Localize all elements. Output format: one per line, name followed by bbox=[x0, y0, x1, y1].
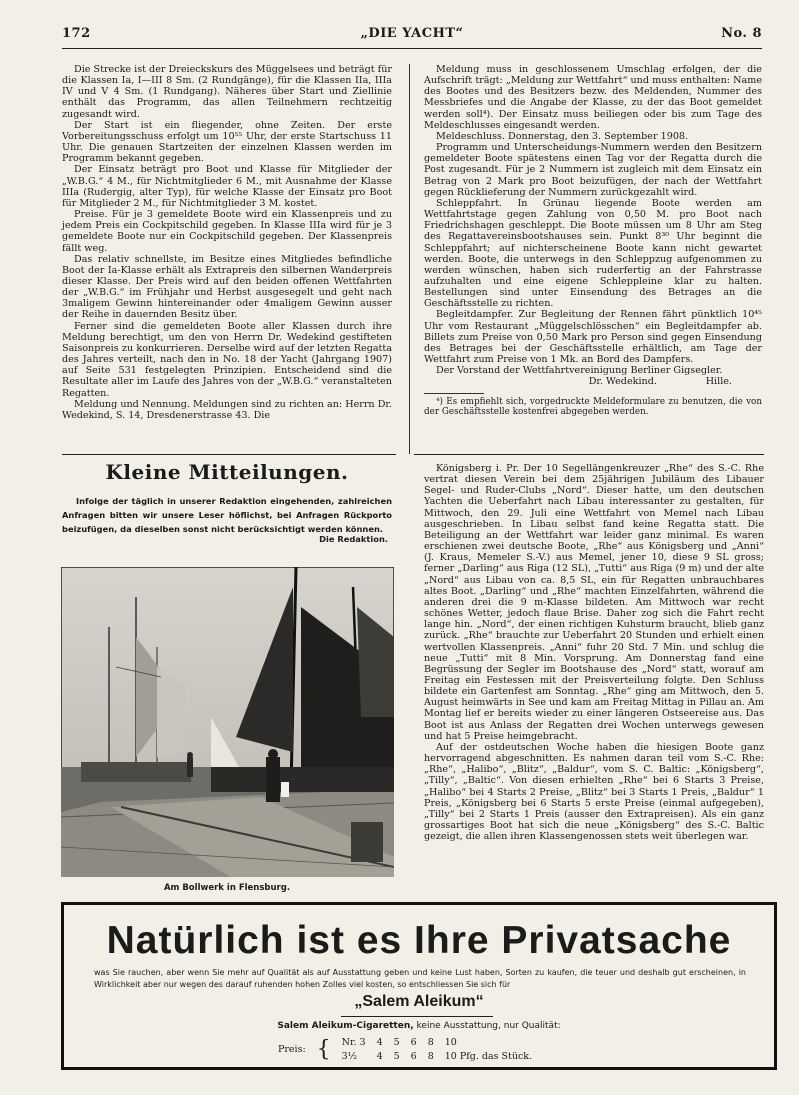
editorial-note: Infolge der täglich in unserer Redaktion eingehenden, zahlreichen Anfragen bitten wir unsere Leser höflichst, bei Anfragen Rückporto beizufügen, da dieselben sonst nicht berücksichtigt werden können. bbox=[62, 496, 392, 534]
paragraph-meldeschluss: Meldeschluss. Donnerstag, den 3. September 1908. bbox=[436, 130, 689, 142]
paragraph-schleppfahrt: Schleppfahrt. In Grünau liegende Boote werden am Wettfahrtstage gegen Zahlung von 0,50 M. pro Boot nach Friedrichshagen geschleppt. Die Boote müssen um 8 Uhr am Steg des Regattavereinsbootshauses sein. Punkt 8³⁰ Uhr beginnt die Schleppfahrt; auf nichterscheinene Boote kann nicht gewartet werden. Boote, die unterwegs in den Schleppzug aufgenommen zu werden wünschen, haben sich ruderfertig an der Fahrstrasse aufzuhalten und eine eigene Schleppleine klar zu halten. Bestellungen sind unter Einsendung des Betrages an die Geschäftsstelle zu richten. bbox=[424, 197, 762, 310]
magazine-title: „DIE YACHT“ bbox=[360, 26, 464, 41]
price-cell: 8 bbox=[427, 1051, 434, 1062]
brace-glyph: { bbox=[316, 1037, 331, 1062]
paragraph-strecke: Die Strecke ist der Dreieckskurs des Müggelsees und beträgt für die Klassen Ia, I—III 8 Sm. (2 Rundgänge), für die Klassen IIa, IIIa IV und V 4 Sm. (1 Rundgang). Näheres über Start und Ziellinie enthält das Programm, das allen Teilnehmern rechtzeitig zugesandt wird. bbox=[62, 64, 392, 120]
paragraph-preise: Preise. Für je 3 gemeldete Boote wird ein Klassenpreis und zu jedem Preis ein Cockpitschild gegeben. In Klasse IIIa wird für je 3 gemeldete Boote nur ein Cockpitschild gegeben. Der Klassenpreis fällt weg. bbox=[62, 209, 392, 254]
price-cell: 8 bbox=[427, 1037, 434, 1048]
signatures bbox=[424, 376, 762, 387]
issue-number: No. 8 bbox=[721, 26, 762, 41]
signature-wedekind: Dr. Wedekind. bbox=[588, 376, 657, 388]
section-separator-left bbox=[62, 454, 396, 455]
paragraph-saisonpreis: Ferner sind die gemeldeten Boote aller Klassen durch ihre Meldung berechtigt, um den von Herrn Dr. Wedekind gestifteten Saisonpreis zu konkurrieren. Derselbe wird auf der letzten Regatta des Jahres verteilt, nach den in No. 18 der Yacht (Jahrgang 1907) auf Seite 531 festgelegten Prinzipien. Entscheidend sind die Resultate aller im Laufe des Jahres von der „W.B.G.“ veranstalteten Regatten. bbox=[62, 320, 392, 399]
section-separator-right bbox=[414, 454, 764, 455]
header-rule bbox=[62, 48, 762, 49]
ad-rule bbox=[341, 1016, 493, 1017]
price-table bbox=[276, 1035, 543, 1065]
left-column bbox=[62, 64, 392, 421]
ad-brand: „Salem Aleikum“ bbox=[354, 993, 484, 1010]
paragraph-programm: Programm und Unterscheidungs-Nummern werden den Besitzern gemeldeter Boote spätestens einen Tag vor der Regatta durch die Post zugesandt. Für je 2 Nummern ist zugleich mit dem Einsatz ein Betrag von 2 Mark pro Boot beizufügen, der nach der Wettfahrt gegen Rücklieferung der Nummern zurückgezahlt wird. bbox=[424, 142, 762, 198]
price-label: Preis: bbox=[278, 1044, 306, 1055]
paragraph-ostdeutsche-woche: Auf der ostdeutschen Woche haben die hiesigen Boote ganz hervorragend abgeschnitten. Es nahmen daran teil vom S.-C. Rhe: „Rhe“, „Halibo“, „Blitz“, „Baldur“, vom S. C. Baltic: „Königsberg“, „Tilly“, „Baltic“. Von diesen erhielten „Rhe“ bei 6 Starts 3 Preise, „Halibo“ bei 4 Starts 2 Preise, „Blitz“ bei 3 Starts 1 Preis, „Baldur“ 1 Preis, „Königsberg bei 6 Starts 5 erste Preise (einmal aufgegeben), „Tilly“ bei 2 Starts 1 Preis (ausser den Extrapreisen). Als ein ganz grossartiges Boot hat sich die neue „Königsberg“ des S.-C. Baltic gezeigt, die allen ihren Klassengenossen stets weit überlegen war. bbox=[424, 741, 764, 843]
signature-hille: Hille. bbox=[705, 376, 732, 388]
price-cell: 4 bbox=[376, 1051, 383, 1062]
ad-body: was Sie rauchen, aber wenn Sie mehr auf Qualität als auf Ausstattung geben und keine Lust haben, Sorten zu kaufen, die teuer und deshalb gut erscheinen, in Wirklichkeit aber nur wegen des darauf ruhenden hohen Zolles viel kosten, so entschliessen Sie sich für bbox=[94, 968, 746, 989]
ad-product-line bbox=[64, 1021, 774, 1031]
price-cell: 3½ bbox=[341, 1051, 357, 1062]
price-cell: 6 bbox=[410, 1051, 417, 1062]
price-cell: Nr. 3 bbox=[341, 1037, 366, 1048]
paragraph-vorstand: Der Vorstand der Wettfahrtvereinigung Berliner Gigsegler. bbox=[436, 365, 723, 377]
paragraph-start: Der Start ist ein fliegender, ohne Zeiten. Der erste Vorbereitungsschuss erfolgt um 10⁵⁵ Uhr, der erste Startschuss 11 Uhr. Die genauen Startzeiten der einzelnen Klassen werden im Programm bekannt gegeben. bbox=[62, 119, 392, 165]
page-number: 172 bbox=[62, 26, 91, 41]
price-row-numbers bbox=[278, 1037, 541, 1049]
price-cell: 4 bbox=[376, 1037, 383, 1048]
advertisement-salem-aleikum bbox=[61, 902, 777, 1070]
column-divider bbox=[409, 64, 410, 454]
photo-caption: Am Bollwerk in Flensburg. bbox=[163, 883, 291, 893]
koenigsberg-column bbox=[424, 463, 764, 842]
price-cell: 5 bbox=[393, 1037, 400, 1048]
price-cell: 5 bbox=[393, 1051, 400, 1062]
kleine-mitteilungen-heading: Kleine Mitteilungen. bbox=[105, 460, 349, 484]
price-cell: 10 Pfg. das Stück. bbox=[444, 1051, 533, 1062]
ad-headline: Natürlich ist es Ihre Privatsache bbox=[106, 919, 732, 962]
price-cell: 6 bbox=[410, 1037, 417, 1048]
paragraph-meldung-cont: Meldung muss in geschlossenem Umschlag erfolgen, der die Aufschrift trägt: „Meldung zur Wettfahrt“ und muss enthalten: Name des Bootes und des Besitzers bezw. des Meldenden, Nummer des Messbriefes und die Angabe der Klasse, zu der das Boot gemeldet werden soll⁴). Der Einsatz muss beiliegen oder bis zum Tage des Meldeschlusses eingesandt werden. bbox=[424, 64, 762, 131]
footnote: ⁴) Es empfiehlt sich, vorgedruckte Meldeformulare zu benutzen, die von der Geschäftsstelle kostenfrei abgegeben werden. bbox=[424, 396, 762, 418]
page-header bbox=[62, 26, 762, 44]
paragraph-koenigsberg: Königsberg i. Pr. Der 10 Segellängenkreuzer „Rhe“ des S.-C. Rhe vertrat diesen Verein bei dem 25jährigen Jubiläum des Libauer Segel- und Ruder-Clubs „Nord“. Dieser hatte, um den deutschen Yachten die Ueberfahrt nach Libau interessanter zu gestalten, für Mittwoch, den 29. Juli eine Wettfahrt von Memel nach Libau ausgeschrieben. In Libau selbst fand keine Regatta statt. Die Beteiligung an der Wettfahrt war leider ganz minimal. Es waren erschienen zwei deutsche Boote, „Rhe“ aus Königsberg und „Anni“ (J. Kraus, Memeler S.-V.) aus Memel, jener 10, diese 9 SL gross; ferner „Darling“ aus Riga (12 SL), „Tutti“ aus Riga (9 m) und der alte „Nord“ aus Libau von ca. 8,5 SL, ein für Regatten unbrauchbares altes Boot. „Darling“ und „Rhe“ machten Einzelfahrten, während die anderen drei die 9 m-Klasse bildeten. Am Mittwoch war recht schönes Wetter, jedoch flaue Brise. Daher zog sich die Fahrt recht lange hin. „Nord“, der einen richtigen Kuhsturm braucht, blieb ganz zurück. „Rhe“ brauchte zur Ueberfahrt 20 Stunden und erhielt einen wertvollen Klassenpreis. „Anni“ fuhr 20 Std. 7 Min. und schlug die neue „Tutti“ mit 8 Min. Vorsprung. Am Donnerstag fand eine Begrüssung der Segler im Bootshause des „Nord“ statt, worauf am Freitag ein Festessen mit der Preisverteilung folgte. Den Schluss bildete ein Gartenfest am Sonntag. „Rhe“ ging am Mittwoch, den 5. August heimwärts in See und kam am Freitag Mittag in Pillau an. Am Montag lief er bereits wieder zu einer längeren Ostseereise aus. Das Boot ist aus Anlass der Regatten drei Wochen unterwegs gewesen und hat 5 Preise heimgebracht. bbox=[424, 463, 764, 742]
footnote-rule bbox=[424, 393, 484, 394]
ad-product-desc: keine Ausstattung, nur Qualität: bbox=[413, 1021, 561, 1031]
harbor-photo bbox=[61, 567, 394, 877]
paragraph-meldung: Meldung und Nennung. Meldungen sind zu richten an: Herrn Dr. Wedekind, S. 14, Dresdenerstrasse 43. Die bbox=[62, 398, 392, 421]
ad-product-name: Salem Aleikum-Cigaretten, bbox=[277, 1021, 414, 1031]
paragraph-wanderpreis: Das relativ schnellste, im Besitze eines Mitgliedes befindliche Boot der Ia-Klasse erhält als Extrapreis den silbernen Wanderpreis dieser Klasse. Der Preis wird auf den beiden offenen Wettfahrten der „W.B.G.“ im Frühjahr und Herbst ausgesegelt und geht nach 3maligem Gewinn hintereinander oder 4maligem Gewinn ausser der Reihe in dauernden Besitz über. bbox=[62, 253, 392, 321]
right-column bbox=[424, 64, 762, 418]
paragraph-einsatz: Der Einsatz beträgt pro Boot und Klasse für Mitglieder der „W.B.G.“ 4 M., für Nichtmitglieder 6 M., mit Ausnahme der Klasse IIIa (Rudergig, alter Typ), für welche Klasse der Einsatz pro Boot für Mitglieder 2 M., für Nichtmitglieder 3 M. kostet. bbox=[62, 164, 392, 209]
price-cell: 10 bbox=[444, 1037, 457, 1048]
editorial-signature: Die Redaktion. bbox=[319, 534, 388, 544]
paragraph-begleitdampfer: Begleitdampfer. Zur Begleitung der Rennen fährt pünktlich 10⁴⁵ Uhr vom Restaurant „Müggelschlösschen“ ein Begleitdampfer ab. Billets zum Preise von 0,50 Mark pro Person sind gegen Einsendung des Betrages bei der Geschäftsstelle erhältlich, am Tage der Wettfahrt zum Preise von 1 Mk. an Bord des Dampfers. bbox=[424, 309, 762, 366]
